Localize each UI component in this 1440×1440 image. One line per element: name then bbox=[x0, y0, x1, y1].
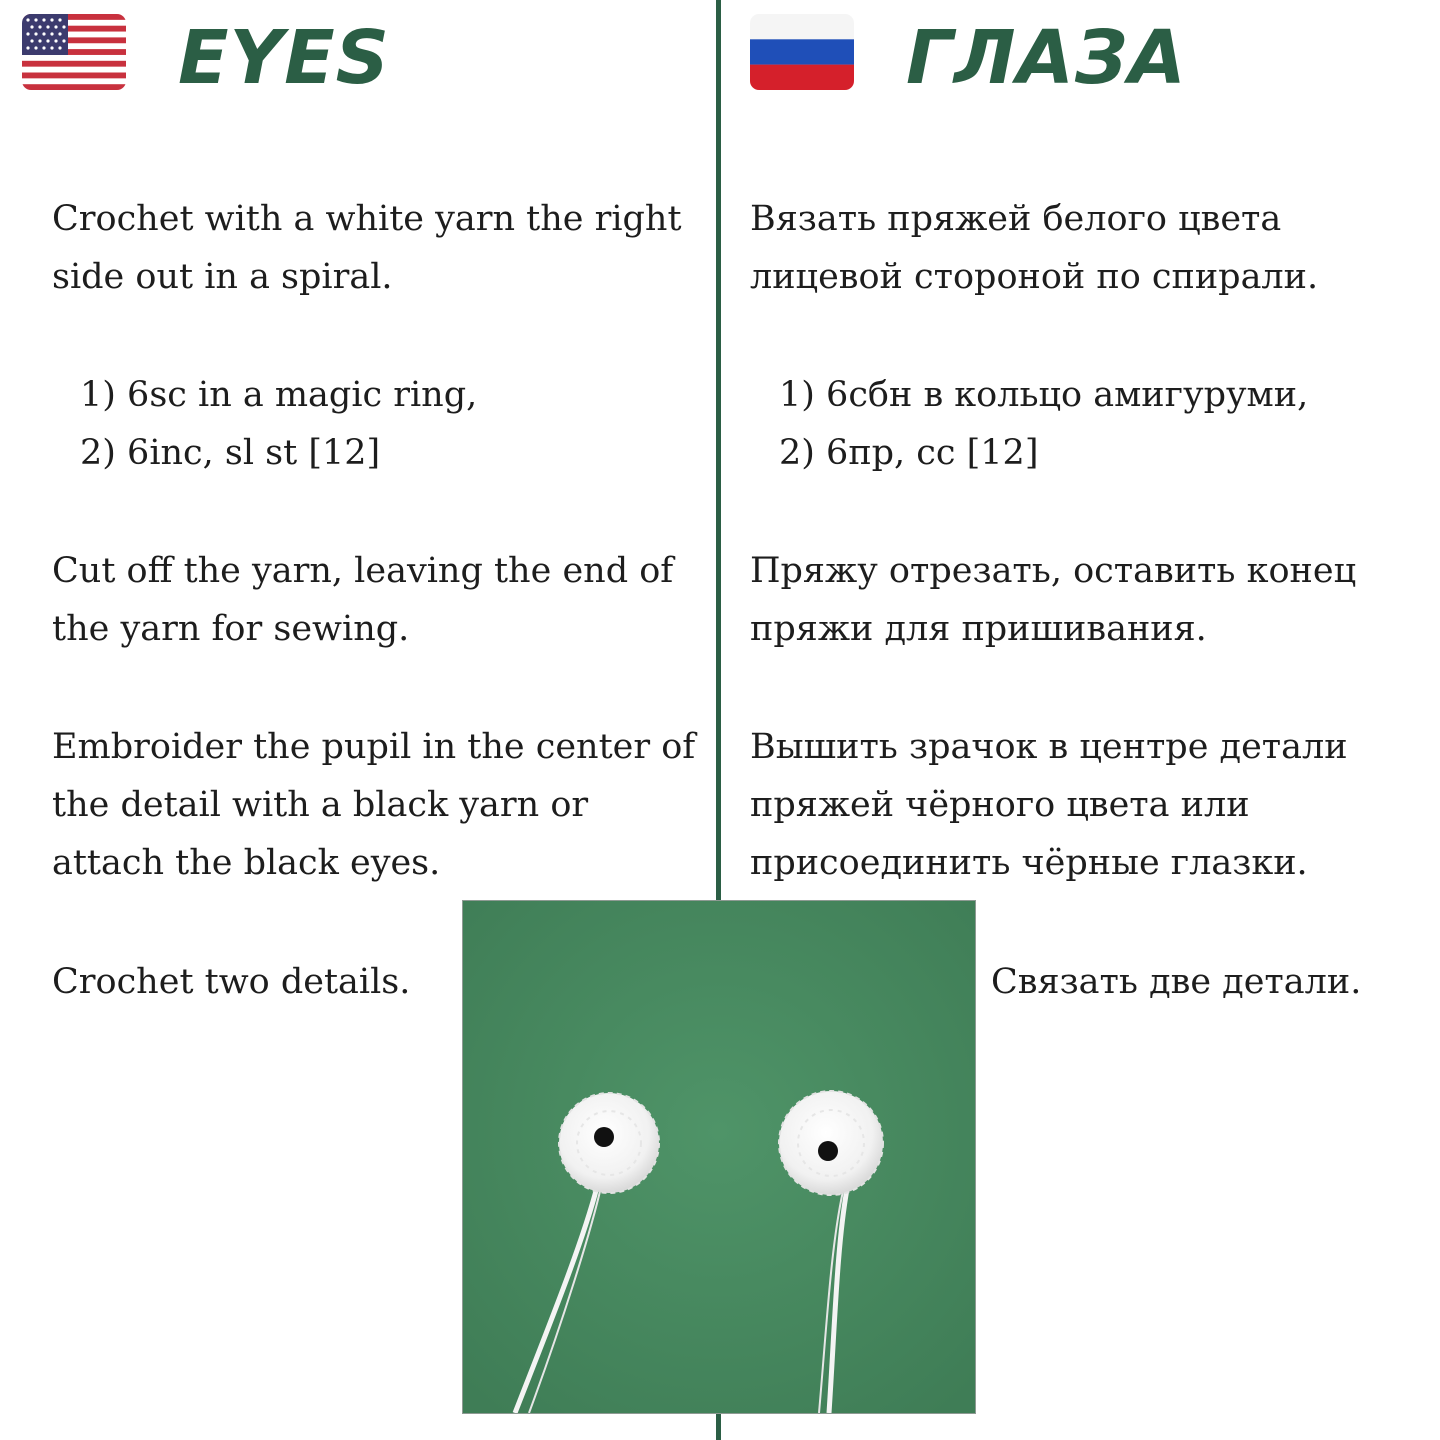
russian-final-line: Связать две детали. bbox=[991, 962, 1362, 1002]
russian-step: 2) 6пр, сс [12] bbox=[779, 433, 1039, 473]
english-step: 1) 6sc in a magic ring, bbox=[80, 375, 478, 415]
english-final-note bbox=[52, 953, 410, 1011]
russian-steps bbox=[779, 366, 1308, 482]
russian-intro bbox=[750, 190, 1318, 306]
russian-embroider-line: пряжей чёрного цвета или bbox=[750, 785, 1250, 825]
english-embroider-line: attach the black eyes. bbox=[52, 843, 441, 883]
russian-intro-line: лицевой стороной по спирали. bbox=[750, 257, 1319, 297]
russian-cut-line: Пряжу отрезать, оставить конец bbox=[750, 551, 1357, 591]
russian-title: ГЛАЗА bbox=[906, 15, 1187, 101]
russian-embroider-line: Вышить зрачок в центре детали bbox=[750, 727, 1348, 767]
us-flag-icon bbox=[22, 14, 126, 90]
russian-step: 1) 6сбн в кольцо амигуруми, bbox=[779, 375, 1309, 415]
crocheted-eyes-photo bbox=[462, 900, 976, 1414]
english-cut-line: the yarn for sewing. bbox=[52, 609, 410, 649]
russian-final-note bbox=[991, 953, 1361, 1011]
english-cut-line: Cut off the yarn, leaving the end of bbox=[52, 551, 674, 591]
russian-intro-line: Вязать пряжей белого цвета bbox=[750, 199, 1282, 239]
english-steps bbox=[80, 366, 477, 482]
russian-embroider-line: присоединить чёрные глазки. bbox=[750, 843, 1308, 883]
english-embroider-line: Embroider the pupil in the center of bbox=[52, 727, 696, 767]
english-final-line: Crochet two details. bbox=[52, 962, 411, 1002]
english-intro bbox=[52, 190, 682, 306]
english-step: 2) 6inc, sl st [12] bbox=[80, 433, 381, 473]
russia-flag-icon bbox=[750, 14, 854, 90]
english-title: EYES bbox=[178, 15, 390, 101]
english-embroider-line: the detail with a black yarn or bbox=[52, 785, 589, 825]
english-cut-instructions bbox=[52, 542, 673, 658]
russian-embroider-instructions bbox=[750, 718, 1348, 892]
russian-cut-instructions bbox=[750, 542, 1356, 658]
english-intro-line: side out in a spiral. bbox=[52, 257, 393, 297]
english-intro-line: Crochet with a white yarn the right bbox=[52, 199, 682, 239]
russian-cut-line: пряжи для пришивания. bbox=[750, 609, 1207, 649]
english-embroider-instructions bbox=[52, 718, 695, 892]
